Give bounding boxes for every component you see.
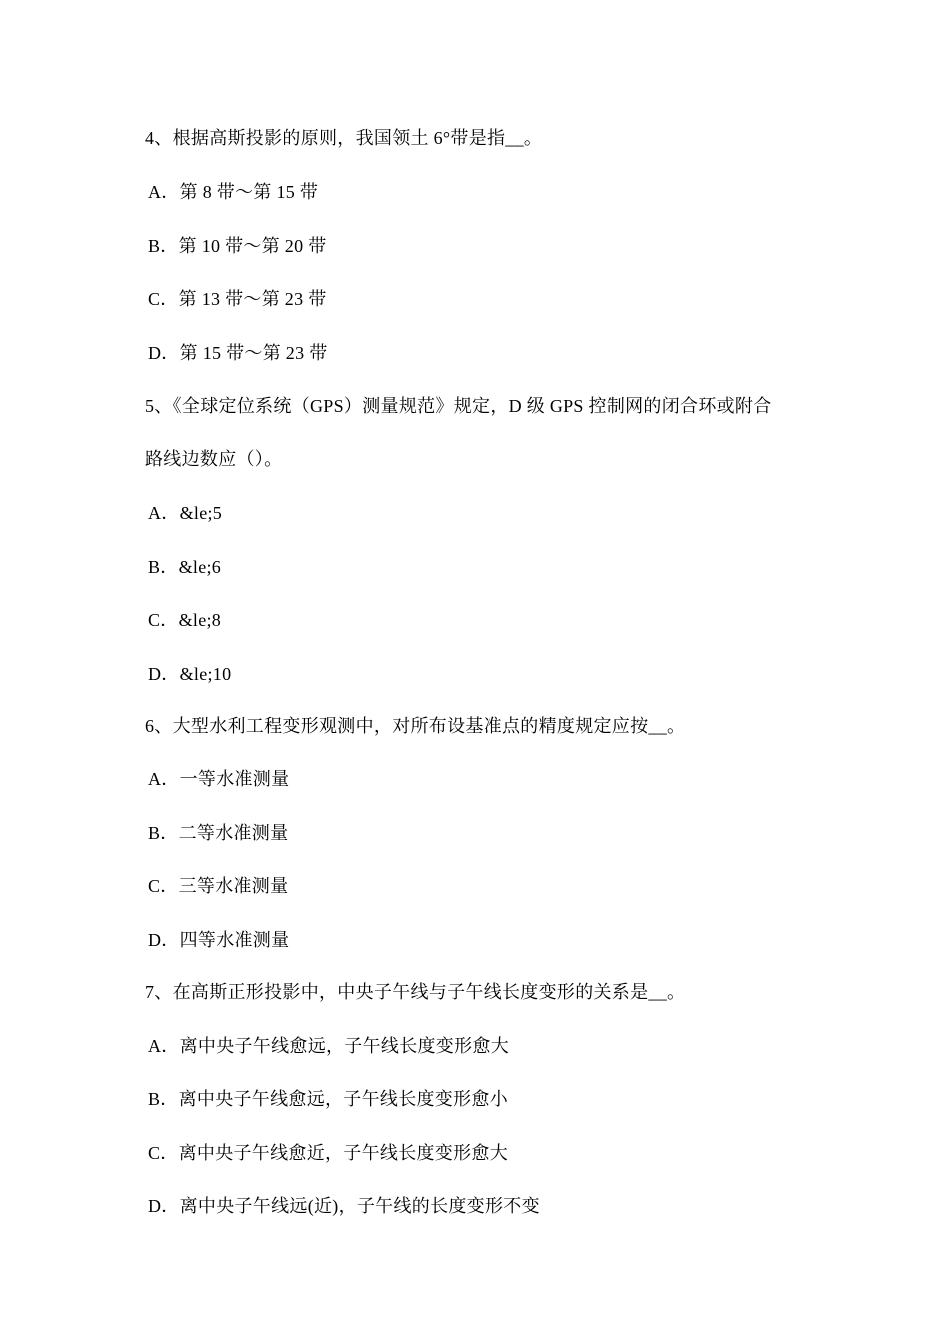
question-6-stem: 6、大型水利工程变形观测中，对所布设基准点的精度规定应按__。 (145, 716, 686, 736)
question-5-option-d: D．&le;10 (148, 664, 232, 684)
question-6-option-b: B．二等水准测量 (148, 823, 289, 843)
question-4-stem: 4、根据高斯投影的原则，我国领土 6°带是指__。 (145, 128, 543, 148)
question-4-option-b: B．第 10 带～第 20 带 (148, 236, 327, 256)
question-7-stem: 7、在高斯正形投影中，中央子午线与子午线长度变形的关系是__。 (145, 982, 686, 1002)
question-6-option-c: C．三等水准测量 (148, 876, 289, 896)
question-5-stem-line-1: 5、《全球定位系统（GPS）测量规范》规定，D 级 GPS 控制网的闭合环或附合 (145, 396, 772, 416)
question-5-option-b: B．&le;6 (148, 557, 222, 577)
question-4-option-a: A．第 8 带～第 15 带 (148, 182, 319, 202)
question-5-option-a: A．&le;5 (148, 503, 223, 523)
question-6-option-d: D．四等水准测量 (148, 930, 290, 950)
question-6-option-a: A．一等水准测量 (148, 769, 290, 789)
question-7-option-b: B．离中央子午线愈远，子午线长度变形愈小 (148, 1089, 509, 1109)
question-7-option-d: D．离中央子午线远(近)，子午线的长度变形不变 (148, 1196, 540, 1216)
question-5-option-c: C．&le;8 (148, 610, 222, 630)
question-7-option-a: A．离中央子午线愈远，子午线长度变形愈大 (148, 1036, 509, 1056)
question-5-stem-line-2: 路线边数应（）。 (145, 449, 283, 469)
question-4-option-d: D．第 15 带～第 23 带 (148, 343, 328, 363)
question-7-option-c: C．离中央子午线愈近，子午线长度变形愈大 (148, 1143, 509, 1163)
question-4-option-c: C．第 13 带～第 23 带 (148, 289, 327, 309)
